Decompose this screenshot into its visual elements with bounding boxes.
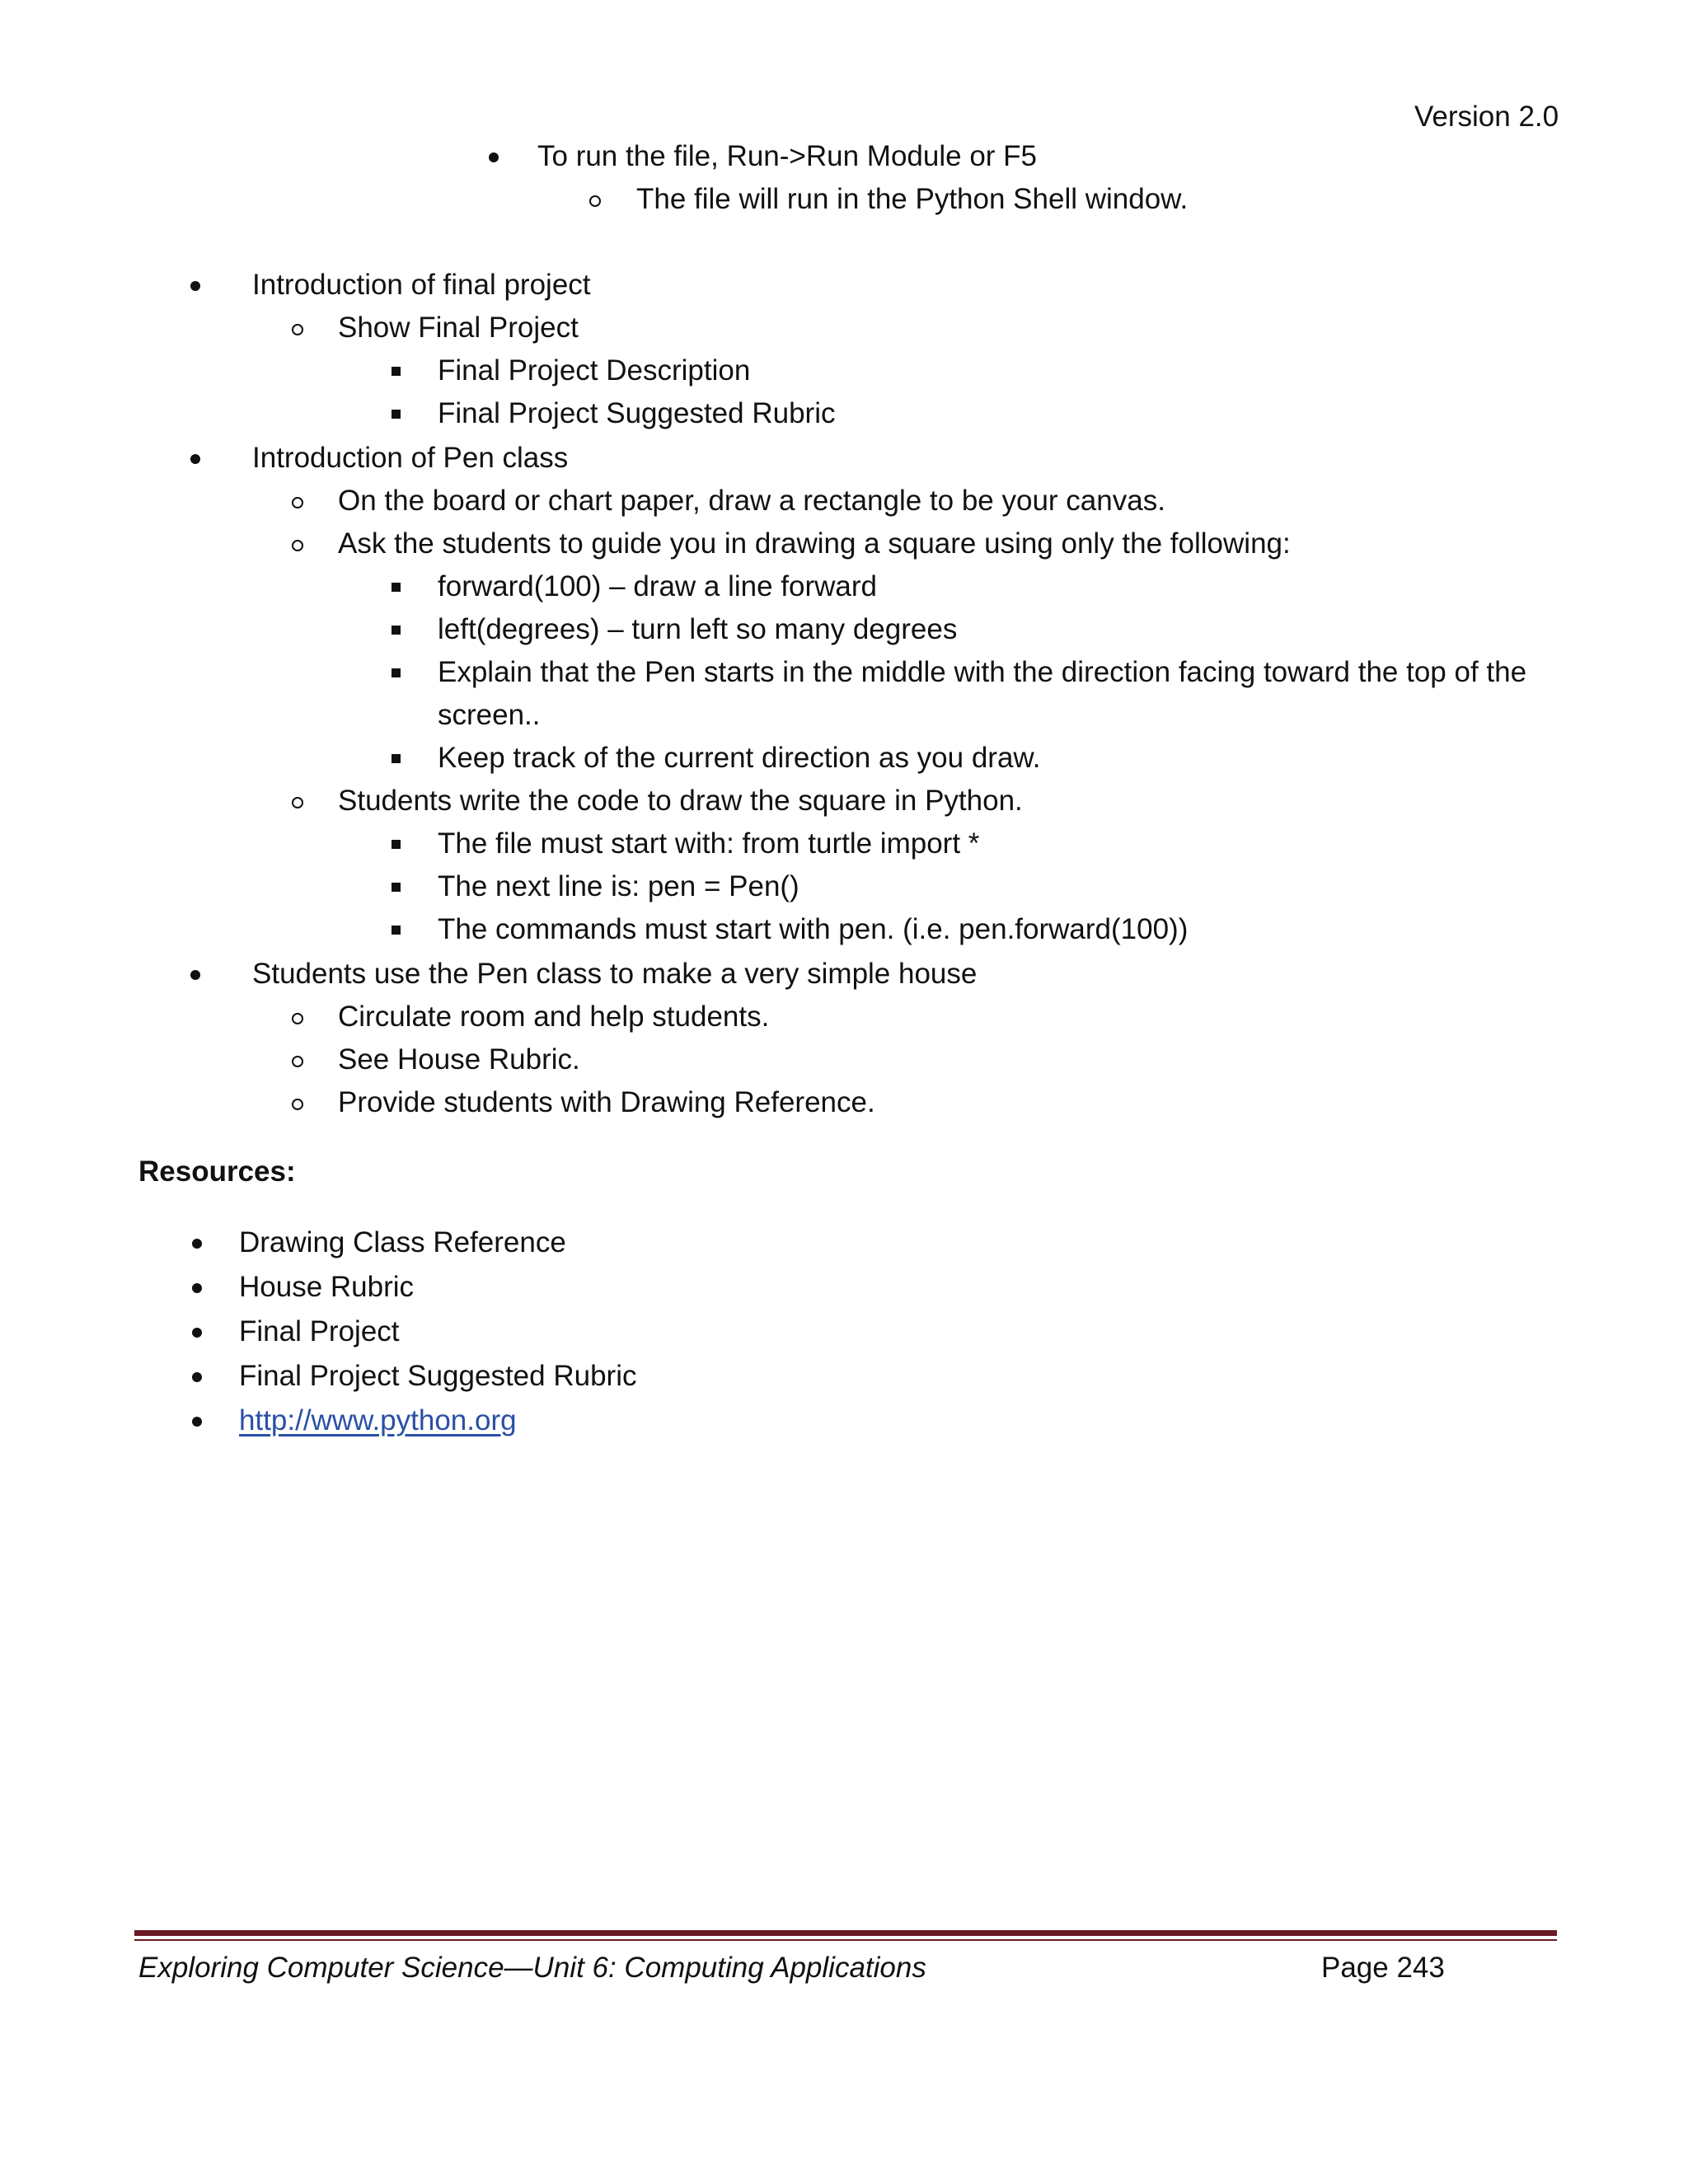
section-title: Introduction of Pen class xyxy=(252,442,569,474)
list-item: See House Rubric. xyxy=(338,1043,580,1076)
list-item: Keep track of the current direction as you draw. xyxy=(438,742,1041,774)
bullet-dot xyxy=(192,1372,202,1382)
footer-title: Exploring Computer Science—Unit 6: Computing Applications xyxy=(138,1952,926,1984)
list-item: On the board or chart paper, draw a rectangle to be your canvas. xyxy=(338,485,1165,517)
bullet-dot xyxy=(192,1417,202,1427)
section-title: Introduction of final project xyxy=(252,269,591,301)
bullet-square xyxy=(392,583,401,592)
list-item-continuation: screen.. xyxy=(438,699,541,731)
list-item: The file will run in the Python Shell window. xyxy=(636,183,1189,215)
resource-item: House Rubric xyxy=(239,1271,415,1303)
resource-item: Drawing Class Reference xyxy=(239,1226,566,1258)
list-item: Final Project Description xyxy=(438,354,751,387)
bullet-circle xyxy=(292,797,303,808)
bullet-square xyxy=(392,883,401,892)
bullet-circle xyxy=(589,195,601,207)
bullet-dot xyxy=(192,1328,202,1338)
bullet-square xyxy=(392,668,401,677)
bullet-circle xyxy=(292,1013,303,1024)
bullet-dot xyxy=(190,970,200,980)
bullet-square xyxy=(392,410,401,419)
bullet-square xyxy=(392,754,401,763)
page-number: Page 243 xyxy=(1321,1952,1445,1984)
resource-item: Final Project xyxy=(239,1315,400,1347)
bullet-dot xyxy=(489,152,499,162)
bullet-square xyxy=(392,367,401,376)
bullet-dot xyxy=(192,1239,202,1249)
bullet-dot xyxy=(192,1283,202,1293)
list-item: The commands must start with pen. (i.e. pen.forward(100)) xyxy=(438,913,1189,945)
resource-item: Final Project Suggested Rubric xyxy=(239,1360,637,1392)
list-item: Students write the code to draw the square in Python. xyxy=(338,785,1023,817)
bullet-circle xyxy=(292,1099,303,1110)
list-item: left(degrees) – turn left so many degrees xyxy=(438,613,958,645)
footer-rule xyxy=(134,1930,1557,1936)
bullet-circle xyxy=(292,497,303,509)
resources-heading: Resources: xyxy=(138,1155,296,1188)
footer-rule-thin xyxy=(134,1939,1557,1941)
bullet-square xyxy=(392,626,401,635)
list-item: Show Final Project xyxy=(338,312,579,344)
list-item: Explain that the Pen starts in the middle with the direction facing toward the top of the xyxy=(438,656,1527,688)
bullet-dot xyxy=(190,454,200,464)
section-title: Students use the Pen class to make a very simple house xyxy=(252,958,978,990)
list-item: forward(100) – draw a line forward xyxy=(438,570,878,602)
bullet-circle xyxy=(292,1056,303,1067)
bullet-square xyxy=(392,840,401,849)
list-item: The file must start with: from turtle import * xyxy=(438,827,980,860)
list-item: Provide students with Drawing Reference. xyxy=(338,1086,875,1118)
bullet-dot xyxy=(190,281,200,291)
bullet-circle xyxy=(292,540,303,551)
list-item: Final Project Suggested Rubric xyxy=(438,397,836,429)
python-link[interactable]: http://www.python.org xyxy=(239,1404,517,1436)
version-label: Version 2.0 xyxy=(1414,101,1559,133)
bullet-square xyxy=(392,926,401,935)
list-item: The next line is: pen = Pen() xyxy=(438,870,799,902)
list-item: To run the file, Run->Run Module or F5 xyxy=(537,140,1038,172)
bullet-circle xyxy=(292,324,303,335)
list-item: Ask the students to guide you in drawing a square using only the following: xyxy=(338,527,1291,560)
list-item: Circulate room and help students. xyxy=(338,1001,770,1033)
